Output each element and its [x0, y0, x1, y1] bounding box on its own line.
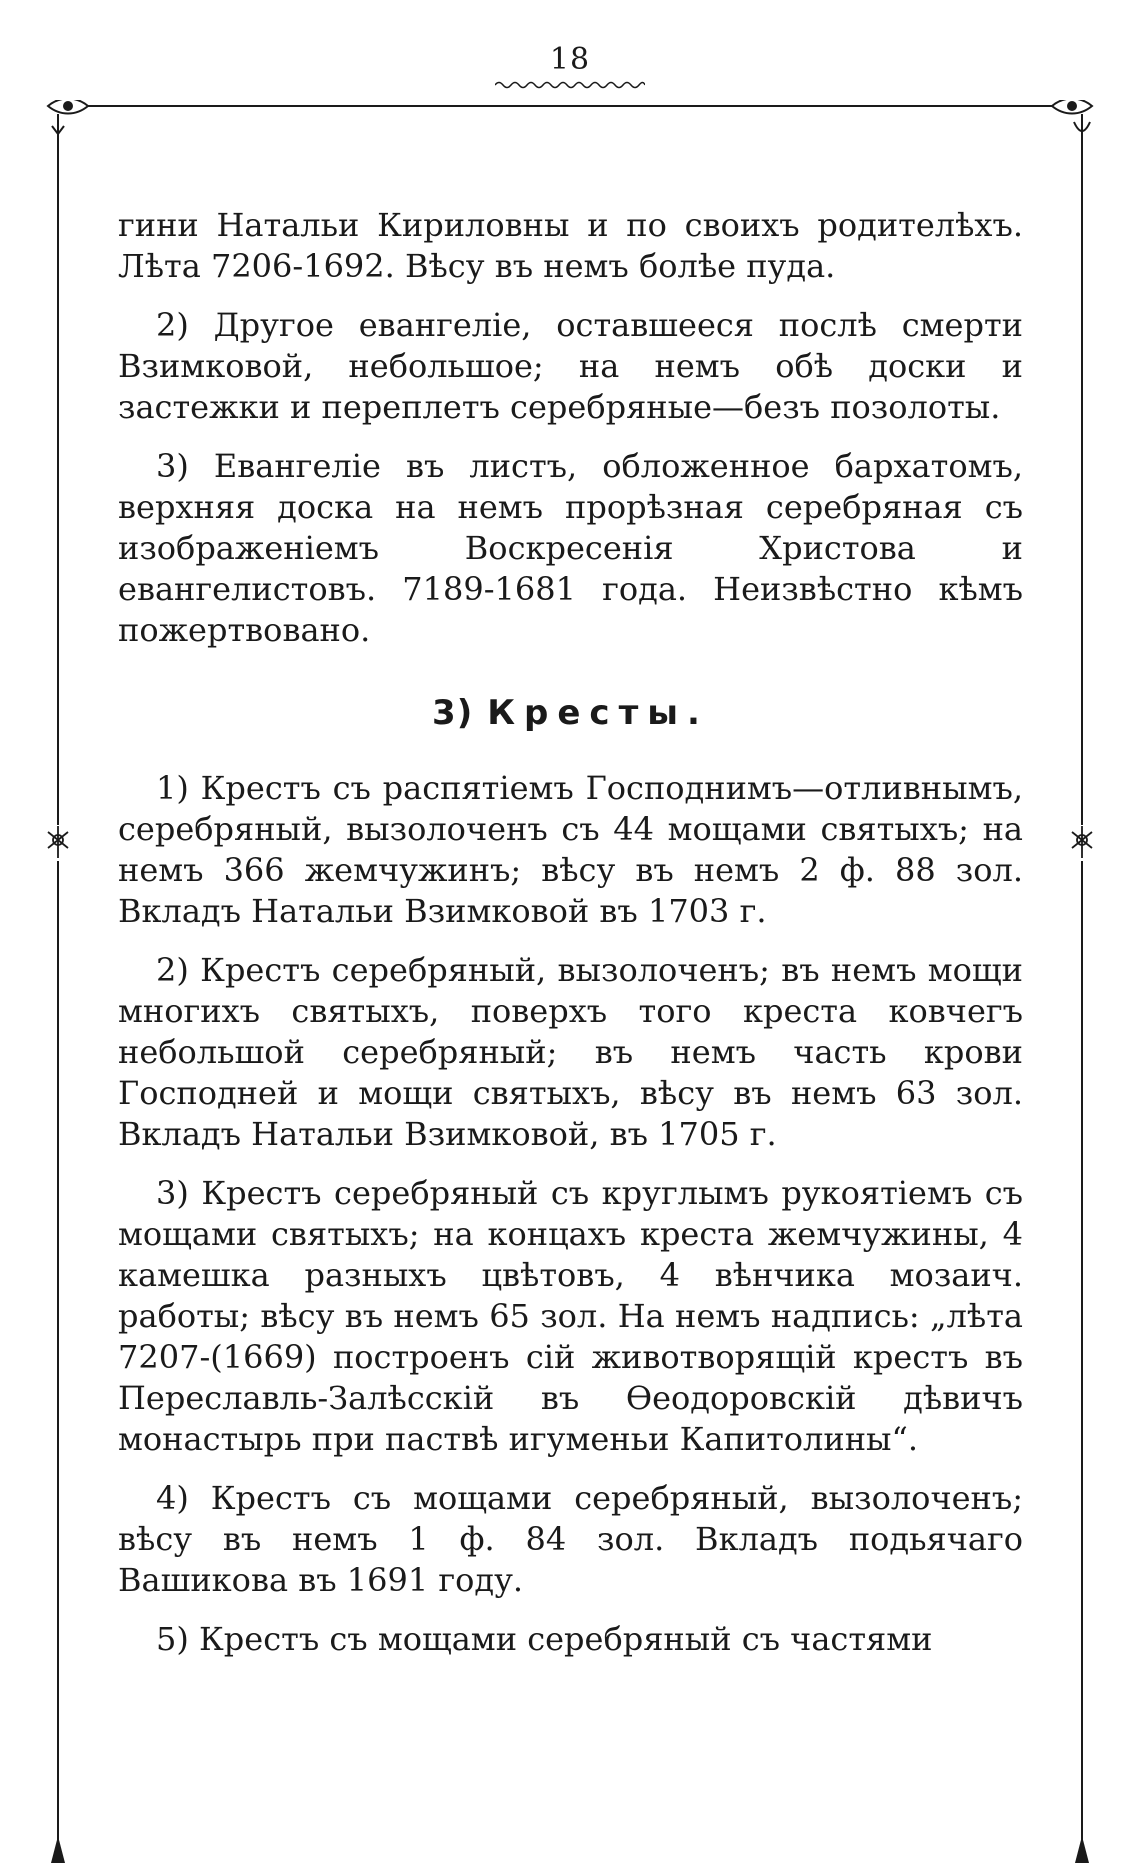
- flourish-icon: [44, 825, 72, 861]
- gospel-item: 2) Другое евангеліе, оставшееся послѣ смерти Взимковой, небольшое; на немъ обѣ доски и застежки и переплетъ серебряные—безъ позолоты.: [118, 306, 1023, 426]
- cross-item: 5) Крестъ съ мощами серебряный съ частями: [156, 1620, 933, 1658]
- section-number: 3): [432, 693, 474, 733]
- gospel-item: 3) Евангеліе въ листъ, обложенное бархатомъ, верхняя доска на немъ прорѣзная серебряная съ изображеніемъ Воскресенія Христова и евангелистовъ. 7189-1681 года. Неизвѣстно кѣмъ пожертвовано.: [118, 447, 1023, 649]
- page-number: 18: [549, 42, 591, 77]
- page-text: [118, 205, 1023, 1678]
- flourish-icon: [1068, 825, 1096, 861]
- cross-item: 4) Крестъ съ мощами серебряный, вызолоченъ; вѣсу въ немъ 1 ф. 84 зол. Вкладъ подьячаго Вашикова въ 1691 году.: [118, 1479, 1023, 1599]
- section-heading: [118, 693, 1023, 734]
- finial-icon: [1075, 1836, 1089, 1863]
- scroll-ornament-icon: [48, 100, 100, 134]
- section-title: Кресты.: [487, 693, 709, 733]
- scroll-ornament-icon: [1040, 100, 1092, 136]
- cross-item: 2) Крестъ серебряный, вызолоченъ; въ немъ мощи многихъ святыхъ, поверхъ того креста ковчегъ небольшой серебряный; въ немъ часть крови Господней и мощи святыхъ, вѣсу въ немъ 63 зол. Вкладъ Натальи Взимковой, въ 1705 г.: [118, 951, 1023, 1153]
- continuation-paragraph: гини Натальи Кириловны и по своихъ родителѣхъ. Лѣта 7206-1692. Вѣсу въ немъ болѣе пуда.: [118, 206, 1023, 285]
- cross-item: 1) Крестъ съ распятіемъ Господнимъ—отливнымъ, серебряный, вызолоченъ съ 44 мощами святыхъ; на немъ 366 жемчужинъ; вѣсу въ немъ 2 ф. 88 зол. Вкладъ Натальи Взимковой въ 1703 г.: [118, 769, 1023, 930]
- page-number-underline: [495, 80, 645, 90]
- cross-item: 3) Крестъ серебряный съ круглымъ рукоятіемъ съ мощами святыхъ; на концахъ креста жемчужины, 4 камешка разныхъ цвѣтовъ, 4 вѣнчика мозаич. работы; вѣсу въ немъ 65 зол. На немъ надпись: „лѣта 7207-(1669) построенъ сій животворящій крестъ въ Переславль-Залѣсскій въ Ѳеодоровскій дѣвичъ монастырь при паствѣ игуменьи Капитолины“.: [118, 1174, 1023, 1458]
- finial-icon: [51, 1836, 65, 1863]
